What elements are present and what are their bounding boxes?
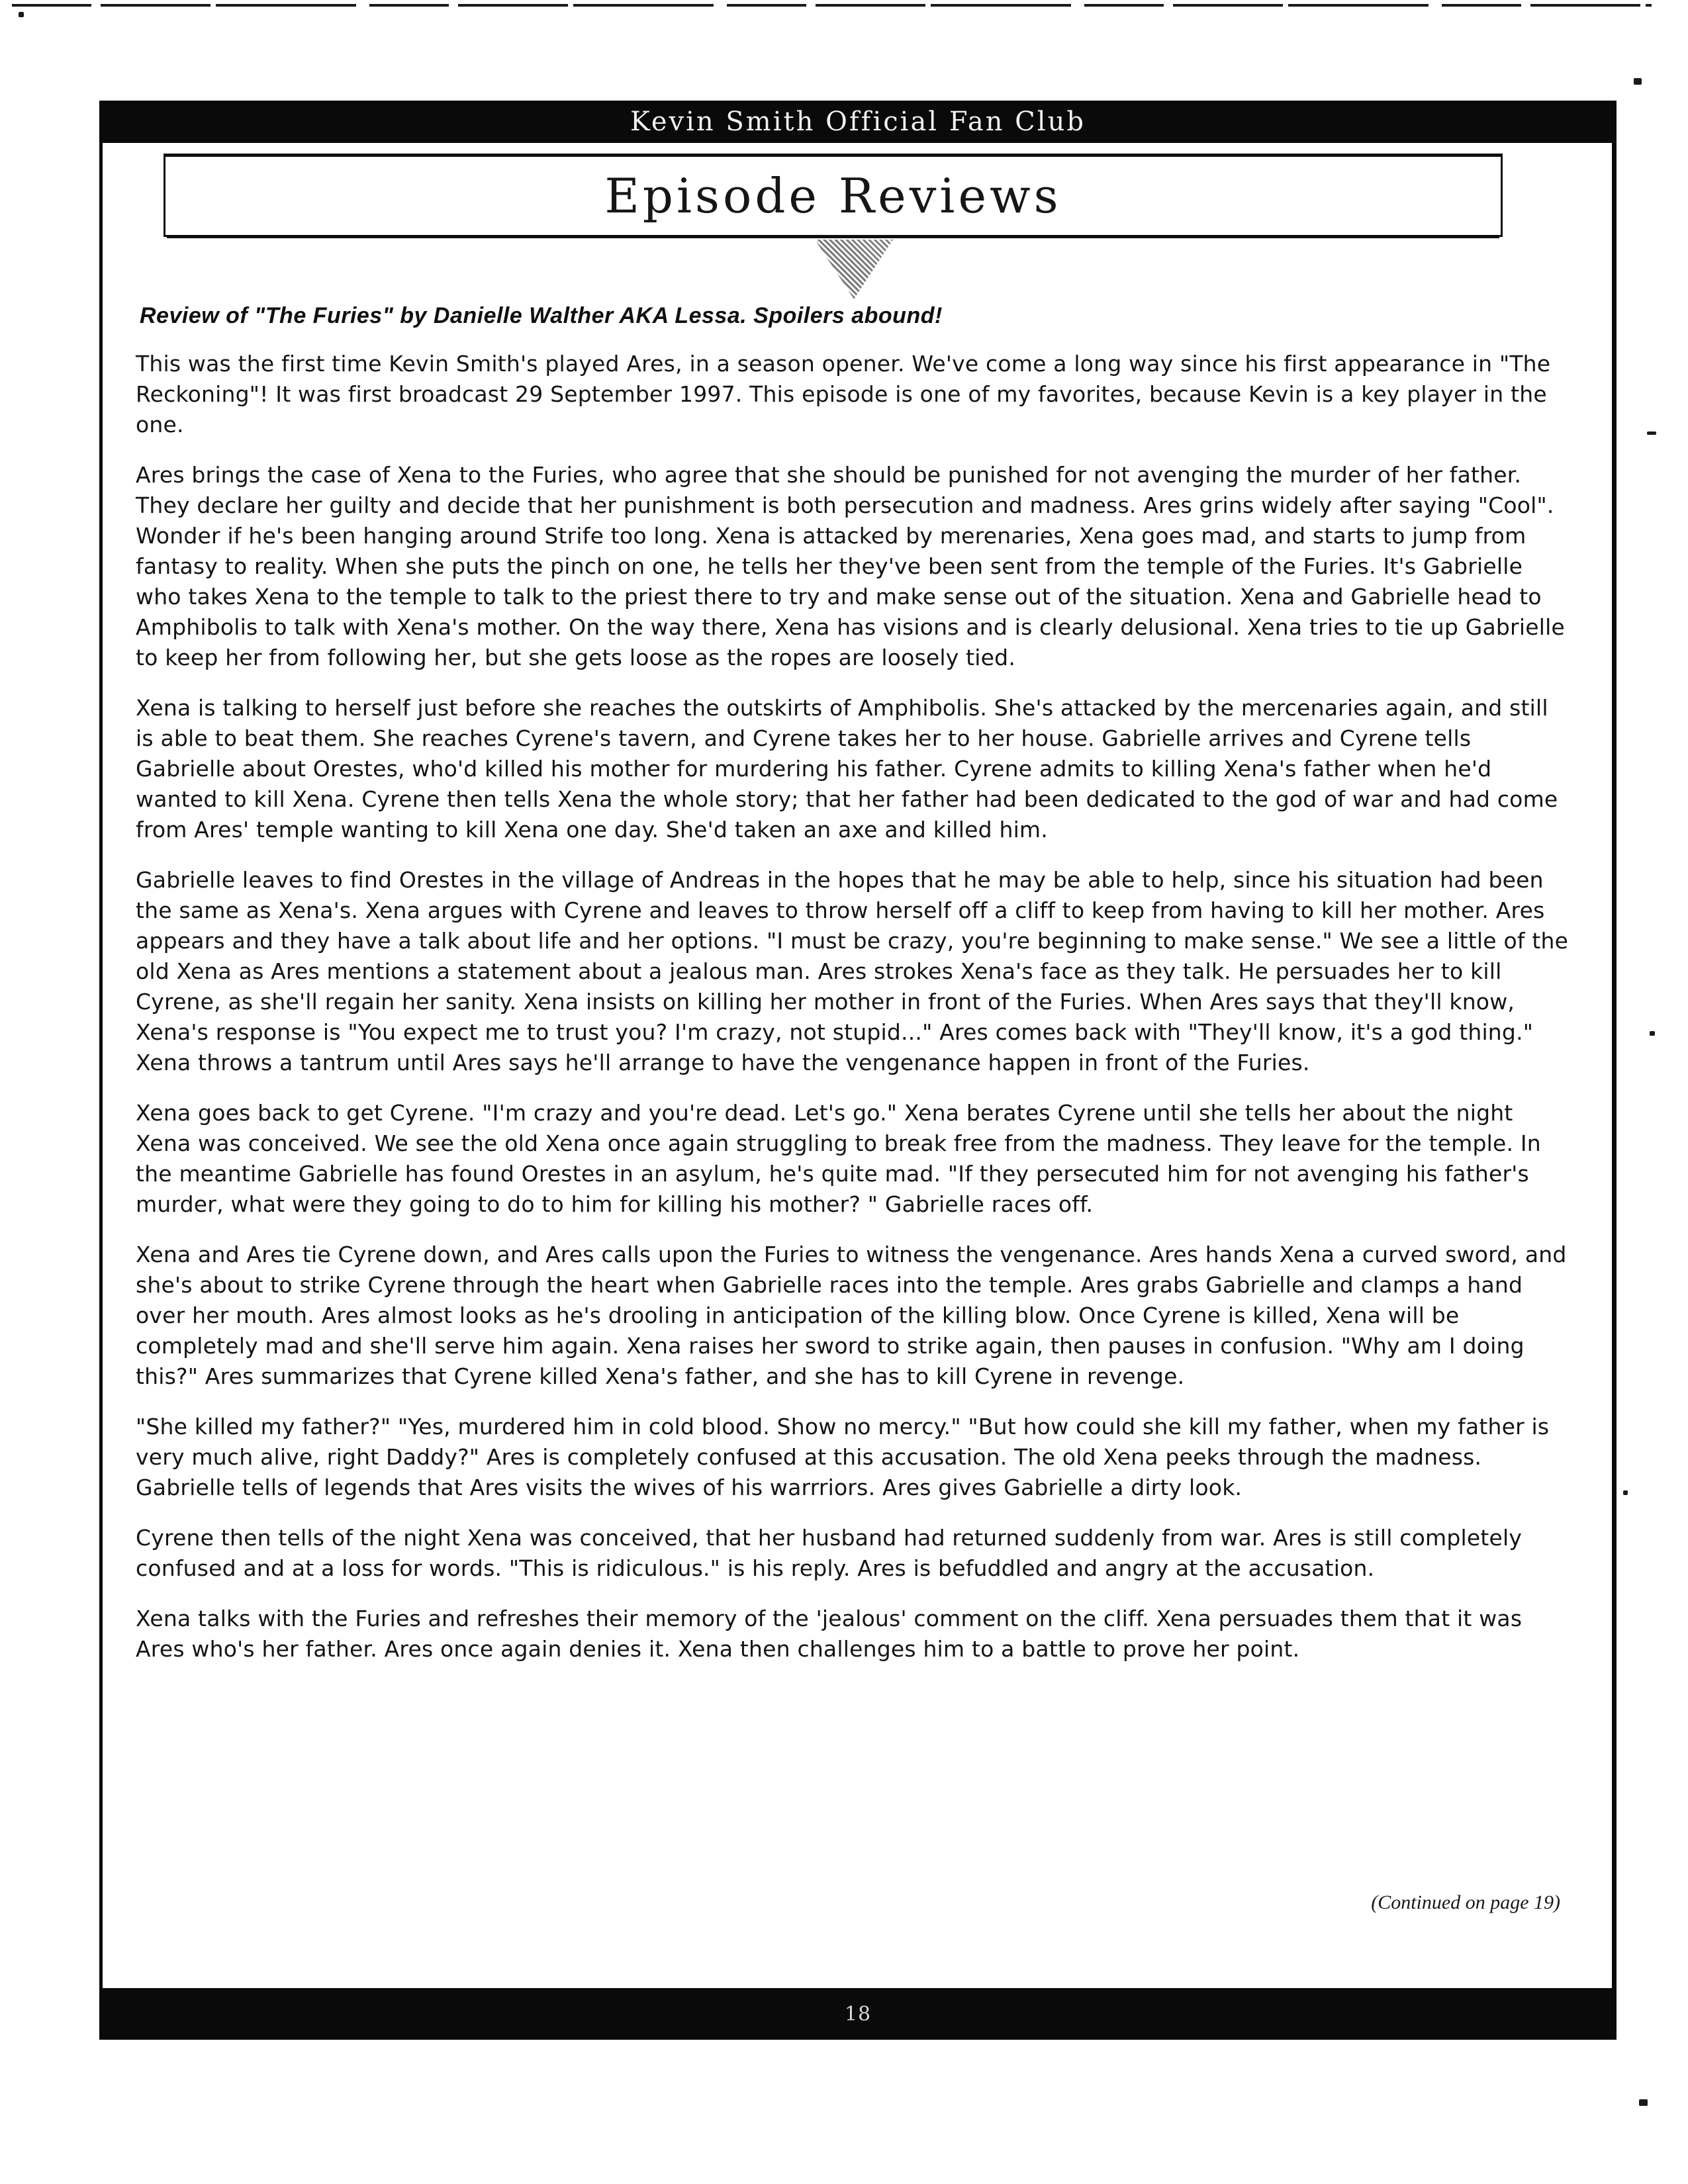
continued-note: (Continued on page 19) — [1371, 1891, 1560, 1913]
section-title: Episode Reviews — [604, 168, 1062, 224]
review-heading: Review of "The Furies" by Danielle Walther AKA Lessa. Spoilers abound! — [140, 303, 943, 328]
page-content — [99, 143, 1617, 1988]
review-paragraph: Gabrielle leaves to find Orestes in the village of Andreas in the hopes that he may be able to help, since his situation had been the same as Xena's. Xena argues with Cyrene and leaves to throw herself off a cliff to keep from having to kill her mother. Ares appears and they have a talk about life and her options. "I must be crazy, you're beginning to make sense." We see a little of the old Xena as Ares mentions a statement about a jealous man. Ares strokes Xena's face as they talk. He persuades her to kill Cyrene, as she'll regain her sanity. Xena insists on killing her mother in front of the Furies. When Ares says that they'll know, Xena's response is "You expect me to trust you? I'm crazy, not stupid..." Ares comes back with "They'll know, it's a god thing." Xena throws a tantrum until Ares says he'll arrange to have the vengenance happen in front of the Furies. — [136, 867, 1569, 1075]
scan-speck — [1634, 78, 1642, 85]
scan-speck — [1647, 432, 1656, 435]
page-frame — [99, 101, 1617, 2040]
newsletter-footer-bar — [99, 1988, 1617, 2040]
scan-speck — [1623, 1490, 1628, 1495]
review-paragraph: Xena is talking to herself just before she reaches the outskirts of Amphibolis. She's attacked by the mercenaries again, and still is able to beat them. She reaches Cyrene's tavern, and Cyrene takes her to her house. Gabrielle arrives and Cyrene tells Gabrielle about Orestes, who'd killed his mother for murdering his father. Cyrene admits to killing Xena's father when he'd wanted to kill Xena. Cyrene then tells Xena the whole story; that her father had been dedicated to the god of war and had come from Ares' temple wanting to kill Xena one day. She'd taken an axe and killed him. — [136, 695, 1558, 842]
review-paragraph: This was the first time Kevin Smith's played Ares, in a season opener. We've come a long way since his first appearance in "The Reckoning"! It was first broadcast 29 September 1997. This episode is one of my favorites, because Kevin is a key player in the one. — [136, 351, 1551, 437]
review-paragraph: Ares brings the case of Xena to the Furies, who agree that she should be punished for not avenging the murder of her father. They declare her guilty and decide that her punishment is both persecution and madness. Ares grins widely after saying "Cool". Wonder if he's been hanging around Strife too long. Xena is attacked by merenaries, Xena goes mad, and starts to jump from fantasy to reality. When she puts the pinch on one, he tells her they've been sent from the temple of the Furies. It's Gabrielle who takes Xena to the temple to talk to the priest there to try and make sense out of the situation. Xena and Gabrielle head to Amphibolis to talk with Xena's mother. On the way there, Xena has visions and is clearly delusional. Xena tries to tie up Gabrielle to keep her from following her, but she gets loose as the ropes are loosely tied. — [136, 462, 1565, 670]
scan-speck — [1650, 1031, 1655, 1036]
scan-speck — [19, 12, 24, 17]
review-paragraph: "She killed my father?" "Yes, murdered him in cold blood. Show no mercy." "But how could she kill my father, when my father is very much alive, right Daddy?" Ares is completely confused at this accusation. The old Xena peeks through the madness. Gabrielle tells of legends that Ares visits the wives of his warrriors. Ares gives Gabrielle a dirty look. — [136, 1414, 1550, 1500]
page-number: 18 — [844, 2002, 872, 2026]
scan-speck — [1639, 2099, 1648, 2106]
fan-club-title: Kevin Smith Official Fan Club — [630, 107, 1086, 137]
review-paragraph: Xena talks with the Furies and refreshes their memory of the 'jealous' comment on the cliff. Xena persuades them that it was Ares who's her father. Ares once again denies it. Xena then challenges him to a battle to prove her point. — [136, 1606, 1523, 1662]
review-paragraph: Xena and Ares tie Cyrene down, and Ares calls upon the Furies to witness the vengenance. Ares hands Xena a curved sword, and she's about to strike Cyrene through the heart when Gabrielle races into the temple. Ares grabs Gabrielle and clamps a hand over her mouth. Ares almost looks as he's drooling in anticipation of the killing blow. Once Cyrene is killed, Xena will be completely mad and she'll serve him again. Xena raises her sword to strike again, then pauses in confusion. "Why am I doing this?" Ares summarizes that Cyrene killed Xena's father, and she has to kill Cyrene in revenge. — [136, 1242, 1567, 1389]
review-paragraph: Xena goes back to get Cyrene. "I'm crazy and you're dead. Let's go." Xena berates Cyrene until she tells her about the night Xena was conceived. We see the old Xena once again struggling to break free from the madness. They leave for the temple. In the meantime Gabrielle has found Orestes in an asylum, he's quite mad. "If they persecuted him for not avenging his father's murder, what were they going to do to him for killing his mother? " Gabrielle races off. — [136, 1100, 1541, 1217]
episode-reviews-banner — [164, 154, 1503, 237]
down-triangle-decoration-icon — [815, 240, 893, 299]
review-paragraph: Cyrene then tells of the night Xena was conceived, that her husband had returned suddenly from war. Ares is still completely confused and at a loss for words. "This is ridiculous." is his reply. Ares is befuddled and angry at the accusation. — [136, 1525, 1523, 1581]
newsletter-header-bar — [99, 101, 1617, 143]
scan-artifact-top-line — [12, 4, 1652, 7]
